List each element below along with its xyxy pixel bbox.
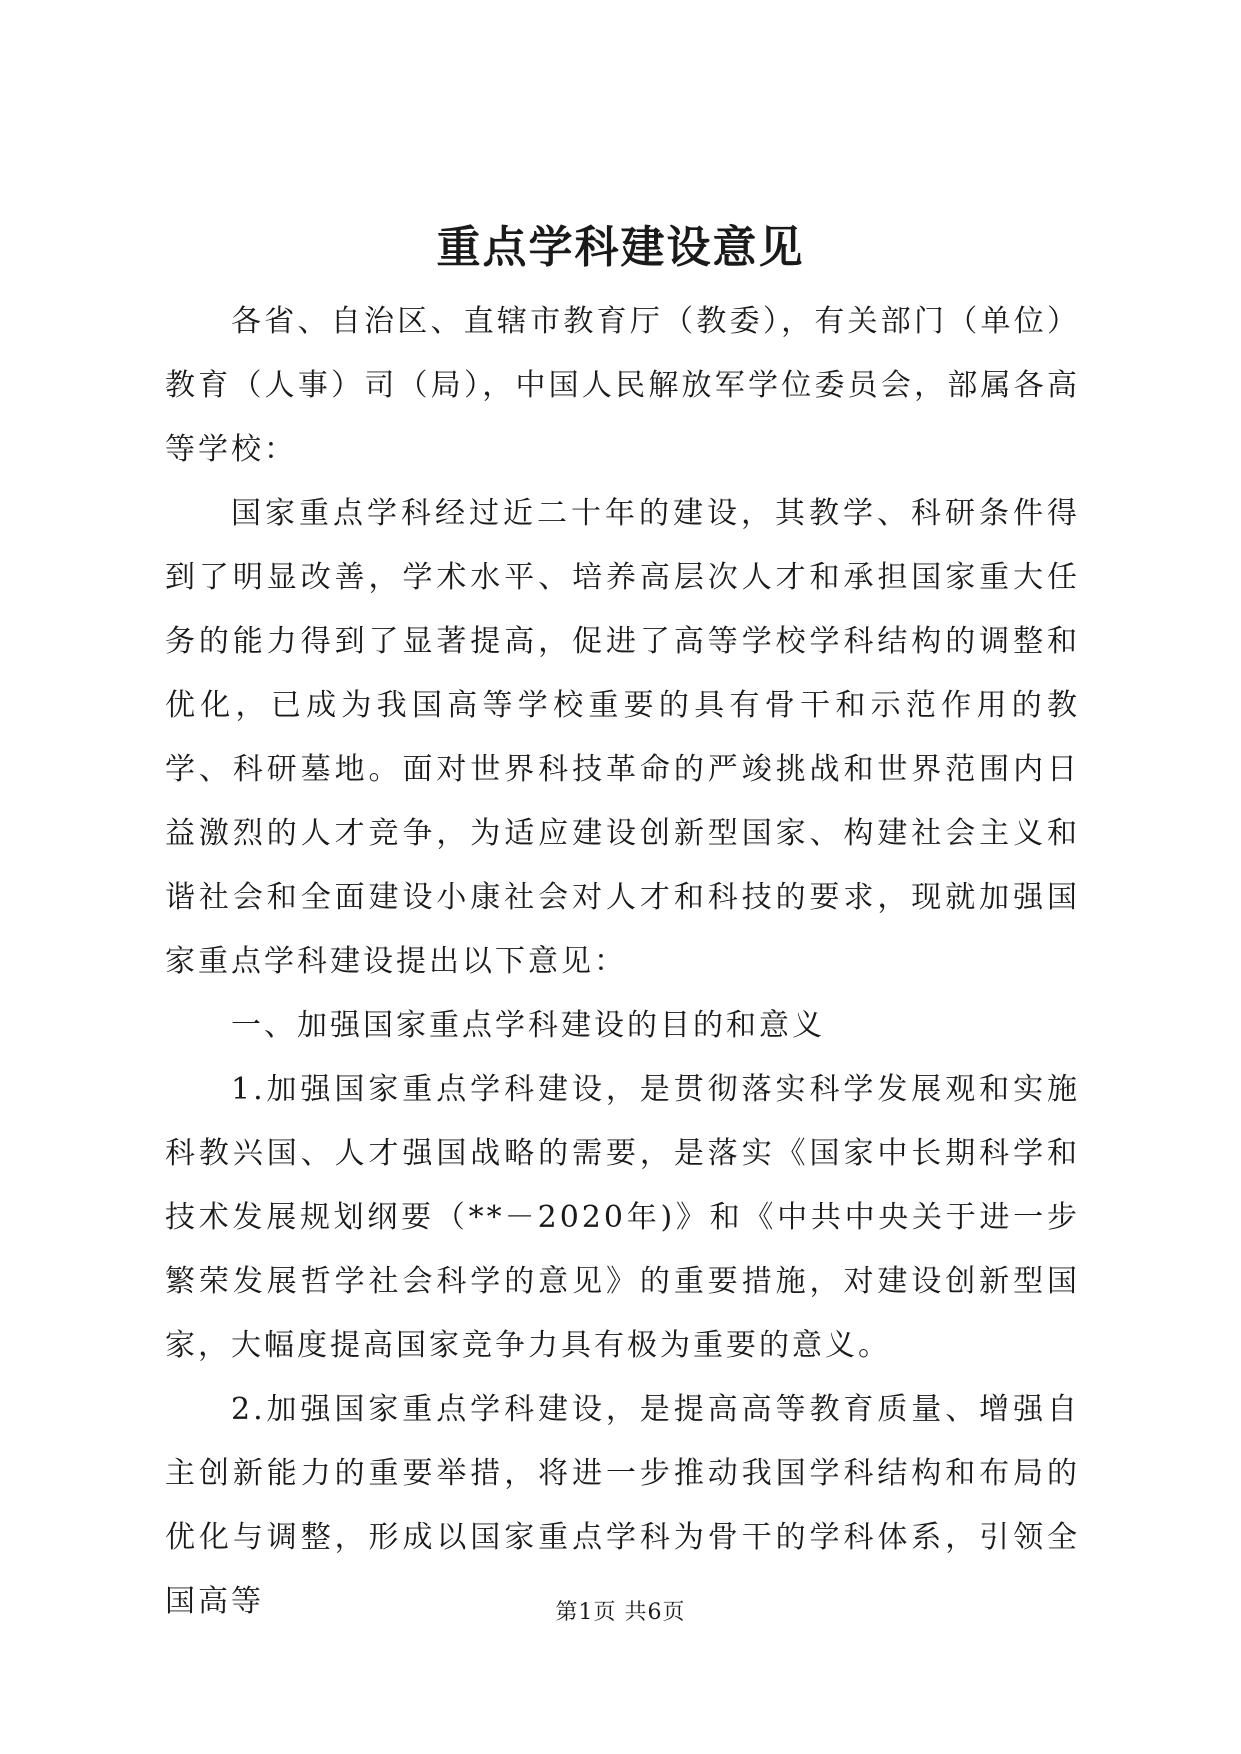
salutation-paragraph: 各省、自治区、直辖市教育厅（教委），有关部门（单位）教育（人事）司（局），中国人民解放军学位委员会，部属各高等学校： [165, 304, 1080, 467]
page-number-footer: 第1页 共6页 [555, 1600, 686, 1625]
intro-paragraph: 国家重点学科经过近二十年的建设，其教学、科研条件得到了明显改善，学术水平、培养高层次人才和承担国家重大任务的能力得到了显著提高，促进了高等学校学科结构的调整和优化，已成为我国高等学校重要的具有骨干和示范作用的教学、科研墓地。面对世界科技革命的严竣挑战和世界范围内日益激烈的人才竞争，为适应建设创新型国家、构建社会主义和谐社会和全面建设小康社会对人才和科技的要求，现就加强国家重点学科建设提出以下意见： [165, 496, 1080, 979]
document-title: 重点学科建设意见 [436, 222, 805, 273]
document-body [165, 290, 1080, 1634]
section-heading: 一、加强国家重点学科建设的目的和意义 [231, 1008, 825, 1043]
point-2-paragraph: 2.加强国家重点学科建设，是提高高等教育质量、增强自主创新能力的重要举措，将进一步推动我国学科结构和布局的优化与调整，形成以国家重点学科为骨干的学科体系，引领全国高等 [165, 1392, 1080, 1619]
point-1-paragraph: 1.加强国家重点学科建设，是贯彻落实科学发展观和实施科教兴国、人才强国战略的需要，是落实《国家中长期科学和技术发展规划纲要（**－2020年)》和《中共中央关于进一步繁荣发展哲学社会科学的意见》的重要措施，对建设创新型国家，大幅度提高国家竞争力具有极为重要的意义。 [165, 1072, 1080, 1363]
